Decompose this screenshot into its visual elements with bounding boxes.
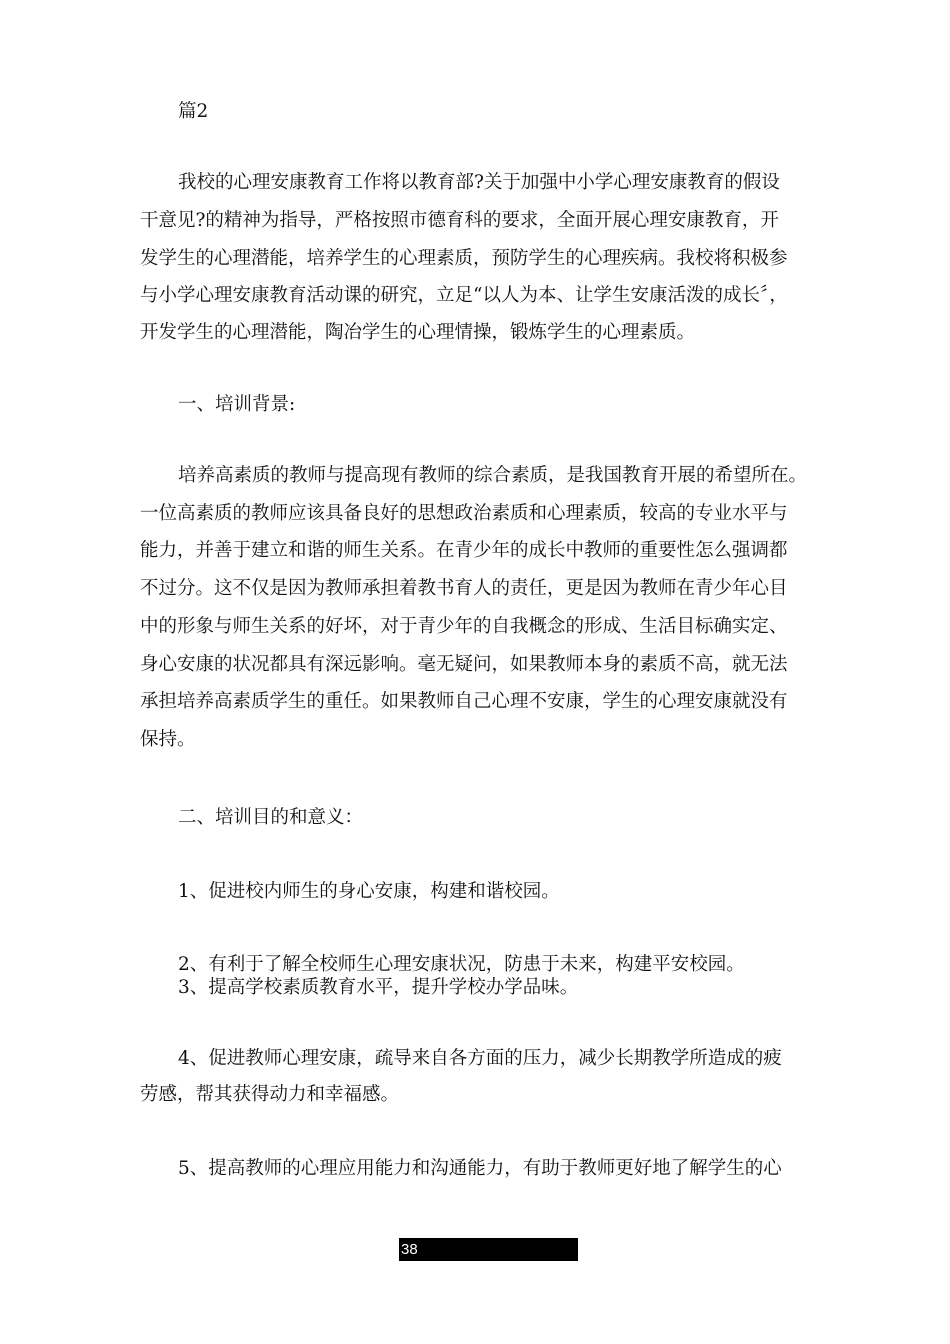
paragraph-line: 与小学心理安康教育活动课的研究，立足“以人为本、让学生安康活泼的成长〞， <box>140 285 788 306</box>
list-item: 3、提高学校素质教育水平，提升学校办学品味。 <box>178 977 579 998</box>
list-item: 2、有利于了解全校师生心理安康状况，防患于未来，构建平安校园。 <box>178 954 745 975</box>
paragraph-line: 保持。 <box>140 729 196 750</box>
paragraph-line: 不过分。这不仅是因为教师承担着教书育人的责任，更是因为教师在青少年心目 <box>140 578 788 599</box>
heading-purpose: 二、培训目的和意义： <box>178 807 364 828</box>
paragraph-line: 劳感，帮其获得动力和幸福感。 <box>140 1084 400 1105</box>
paragraph-line: 培养高素质的教师与提高现有教师的综合素质，是我国教育开展的希望所在。 <box>178 465 808 486</box>
list-item: 1、促进校内师生的身心安康，构建和谐校园。 <box>178 881 560 902</box>
paragraph-line: 4、促进教师心理安康，疏导来自各方面的压力，减少长期教学所造成的疲 <box>178 1048 782 1069</box>
paragraph-line: 发学生的心理潜能，培养学生的心理素质，预防学生的心理疾病。我校将积极参 <box>140 248 788 269</box>
paragraph-line: 我校的心理安康教育工作将以教育部?关于加强中小学心理安康教育的假设 <box>178 172 780 193</box>
paragraph-line: 干意见?的精神为指导，严格按照市德育科的要求，全面开展心理安康教育，开 <box>140 210 779 231</box>
list-item: 5、提高教师的心理应用能力和沟通能力，有助于教师更好地了解学生的心 <box>178 1158 782 1179</box>
page-number: 38 <box>399 1238 578 1261</box>
paragraph-line: 身心安康的状况都具有深远影响。毫无疑问，如果教师本身的素质不高，就无法 <box>140 654 788 675</box>
paragraph-line: 一位高素质的教师应该具备良好的思想政治素质和心理素质，较高的专业水平与 <box>140 503 788 524</box>
section-title: 篇2 <box>178 101 209 122</box>
paragraph-line: 能力，并善于建立和谐的师生关系。在青少年的成长中教师的重要性怎么强调都 <box>140 540 788 561</box>
paragraph-line: 开发学生的心理潜能，陶冶学生的心理情操，锻炼学生的心理素质。 <box>140 322 696 343</box>
paragraph-line: 承担培养高素质学生的重任。如果教师自己心理不安康，学生的心理安康就没有 <box>140 691 788 712</box>
heading-background: 一、培训背景: <box>178 394 296 415</box>
paragraph-line: 中的形象与师生关系的好坏，对于青少年的自我概念的形成、生活目标确实定、 <box>140 616 788 637</box>
